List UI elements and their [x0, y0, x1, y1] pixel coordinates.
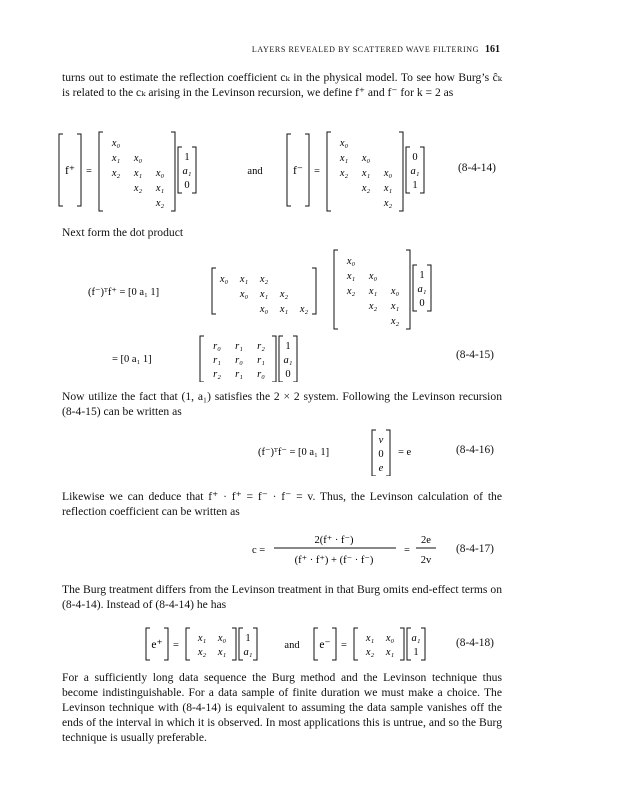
fplus-data-matrix-entry: x₀ — [111, 138, 121, 149]
dot-product-lhs: (f⁻)ᵀf⁺ = [0 a₁ 1] — [88, 287, 160, 298]
equation-label-8-4-17: (8-4-17) — [456, 543, 494, 555]
running-header — [252, 44, 500, 55]
fplus-data-matrix-entry: x₀ — [155, 168, 165, 179]
eminus-data-matrix-entry: x₂ — [365, 647, 375, 658]
fplus-data-matrix-entry: x₂ — [111, 168, 121, 179]
fplus-data-matrix-entry: x₂ — [155, 198, 165, 209]
equation-label-8-4-16: (8-4-16) — [456, 444, 494, 456]
fminus-data-matrix-entry: x₁ — [361, 168, 371, 179]
rhs-numerator: 2e — [421, 535, 431, 546]
column-matrix-entry: x₁ — [346, 271, 356, 282]
row-matrix-entry: x₁ — [259, 289, 269, 300]
eminus-data-matrix-entry: x₁ — [385, 647, 395, 658]
eminus-data-matrix-entry: x₁ — [365, 633, 375, 644]
equals-sign: = — [86, 166, 92, 177]
autocorrelation-matrix-entry: r₁ — [235, 341, 243, 352]
fminus-filter-vector-entry: 0 — [412, 152, 418, 163]
fplus-symbol: f⁺ — [65, 165, 75, 177]
autocorrelation-matrix-entry: r₂ — [213, 369, 221, 380]
eplus-data-matrix-bracket — [186, 628, 236, 660]
fminus-filter-vector-entry: a₁ — [410, 166, 420, 177]
fminus-data-matrix-entry: x₂ — [361, 183, 371, 194]
eminus-filter-vector-entry: 1 — [413, 647, 419, 658]
paragraph-burg: The Burg treatment differs from the Levinson treatment in that Burg omits end-effect terms on (8-4-14). Instead of (8-4-14) he has — [62, 583, 502, 611]
fplus-data-matrix-entry: x₁ — [155, 183, 165, 194]
row-matrix-entry: x₁ — [279, 304, 289, 315]
filter-vector-entry: a₁ — [417, 284, 427, 295]
filter-vector-15-entry: 1 — [285, 341, 291, 352]
result-vector-entry: e — [378, 463, 384, 474]
filter-vector-15-entry: a₁ — [283, 355, 293, 366]
fplus-filter-vector-entry: a₁ — [182, 166, 192, 177]
fraction-numerator: 2(f⁺ · f⁻) — [314, 535, 354, 546]
eminus-data-matrix-bracket — [354, 628, 404, 660]
fplus-data-matrix-entry: x₁ — [111, 153, 121, 164]
equation-8-4-16-lhs: (f⁻)ᵀf⁻ = [0 a₁ 1] — [258, 447, 330, 458]
filter-vector-entry: 0 — [419, 298, 425, 309]
equals-sign: = — [404, 545, 410, 556]
filter-vector-15-entry: 0 — [285, 369, 291, 380]
column-matrix-entry: x₂ — [390, 316, 400, 327]
paragraph-conclusion: For a sufficiently long data sequence the Burg method and the Levinson technique thus become indistinguishable. For a data sample of finite duration we must make a choice. The Levinson technique with (8-4-14) is equivalent to assuming the data sample vanishes off the ends of the interval in which it is observed. In most applications this is untrue, and so the Burg technique is usually preferable. — [62, 671, 502, 744]
result-vector-entry: v — [378, 435, 384, 446]
reflection-coefficient-lhs: c = — [252, 545, 266, 556]
fminus-symbol: f⁻ — [293, 165, 303, 177]
fplus-data-matrix-entry: x₂ — [133, 183, 143, 194]
paragraph-levinson: Now utilize the fact that (1, a₁) satisfies the 2 × 2 system. Following the Levinson recursion (8-4-15) can be written as — [62, 390, 502, 418]
column-matrix-entry: x₂ — [368, 301, 378, 312]
fplus-data-matrix-entry: x₀ — [133, 153, 143, 164]
paragraph-intro: turns out to estimate the reflection coefficient cₖ in the physical model. To see how Burg’s ĉₖ is related to the cₖ arising in the Levinson recursion, we define f⁺ and f⁻ for k = 2 as — [62, 71, 502, 99]
column-matrix-entry: x₂ — [346, 286, 356, 297]
conjunction-and: and — [284, 640, 300, 651]
equation-label-8-4-15: (8-4-15) — [456, 349, 494, 361]
eplus-filter-vector-entry: a₁ — [243, 647, 253, 658]
autocorrelation-matrix-entry: r₀ — [257, 369, 265, 380]
eplus-data-matrix-entry: x₁ — [217, 647, 227, 658]
row-matrix-entry: x₂ — [259, 274, 269, 285]
column-matrix-entry: x₁ — [368, 286, 378, 297]
fraction-denominator: (f⁺ · f⁺) + (f⁻ · f⁻) — [294, 555, 374, 566]
fminus-data-matrix-entry: x₀ — [383, 168, 393, 179]
filter-vector-entry: 1 — [419, 270, 425, 281]
equation-label-8-4-14: (8-4-14) — [458, 162, 496, 174]
autocorrelation-matrix-entry: r₁ — [257, 355, 265, 366]
running-title: LAYERS REVEALED BY SCATTERED WAVE FILTERING — [251, 45, 479, 54]
row-matrix-entry: x₂ — [299, 304, 309, 315]
column-matrix-entry: x₀ — [390, 286, 400, 297]
row-matrix-entry: x₀ — [219, 274, 229, 285]
fminus-filter-vector-entry: 1 — [412, 180, 418, 191]
column-matrix-entry: x₀ — [368, 271, 378, 282]
fminus-data-matrix-entry: x₁ — [383, 183, 393, 194]
result-vector-entry: 0 — [378, 449, 384, 460]
autocorrelation-matrix-entry: r₁ — [213, 355, 221, 366]
equals-sign: = — [341, 640, 347, 651]
autocorrelation-matrix-entry: r₀ — [235, 355, 243, 366]
equation-8-4-15 — [112, 334, 322, 382]
column-matrix-entry: x₁ — [390, 301, 400, 312]
eminus-data-matrix-entry: x₀ — [385, 633, 395, 644]
row-matrix-entry: x₁ — [239, 274, 249, 285]
fplus-filter-vector-entry: 0 — [184, 180, 190, 191]
equation-8-4-17 — [252, 528, 452, 574]
conjunction-and: and — [247, 166, 263, 177]
eplus-data-matrix-entry: x₀ — [217, 633, 227, 644]
autocorrelation-matrix-entry: r₀ — [213, 341, 221, 352]
row-matrix-entry: x₀ — [239, 289, 249, 300]
eplus-data-matrix-entry: x₂ — [197, 647, 207, 658]
equation-label-8-4-18: (8-4-18) — [456, 637, 494, 649]
paragraph-likewise: Likewise we can deduce that f⁺ · f⁺ = f⁻ · f⁻ = v. Thus, the Levinson calculation of the reflection coefficient can be written as — [62, 490, 502, 518]
fminus-data-matrix-entry: x₀ — [361, 153, 371, 164]
fminus-data-matrix-entry: x₀ — [339, 138, 349, 149]
column-matrix-entry: x₀ — [346, 256, 356, 267]
eplus-symbol: e⁺ — [151, 639, 163, 651]
eplus-filter-vector-entry: 1 — [245, 633, 251, 644]
row-matrix-entry: x₂ — [279, 289, 289, 300]
equation-8-4-18 — [142, 624, 452, 668]
autocorrelation-matrix-entry: r₂ — [257, 341, 265, 352]
eminus-filter-vector-entry: a₁ — [411, 633, 421, 644]
equation-8-4-15-lhs: = [0 a₁ 1] — [112, 354, 152, 365]
autocorrelation-matrix-entry: r₁ — [235, 369, 243, 380]
page-number: 161 — [485, 44, 500, 55]
eminus-symbol: e⁻ — [319, 639, 331, 651]
fminus-data-matrix-entry: x₁ — [339, 153, 349, 164]
equation-8-4-14 — [55, 128, 515, 214]
fplus-data-matrix-entry: x₁ — [133, 168, 143, 179]
rhs-denominator: 2v — [420, 555, 432, 566]
equals-sign: = — [173, 640, 179, 651]
fminus-data-matrix-entry: x₂ — [339, 168, 349, 179]
row-matrix-entry: x₀ — [259, 304, 269, 315]
fplus-filter-vector-entry: 1 — [184, 152, 190, 163]
equation-8-4-16-rhs: = e — [398, 447, 412, 458]
fminus-data-matrix-entry: x₂ — [383, 198, 393, 209]
eplus-data-matrix-entry: x₁ — [197, 633, 207, 644]
equation-8-4-16 — [258, 428, 448, 476]
paragraph-dot-product: Next form the dot product — [62, 226, 184, 239]
equation-dot-product — [88, 248, 458, 332]
equals-sign: = — [314, 166, 320, 177]
